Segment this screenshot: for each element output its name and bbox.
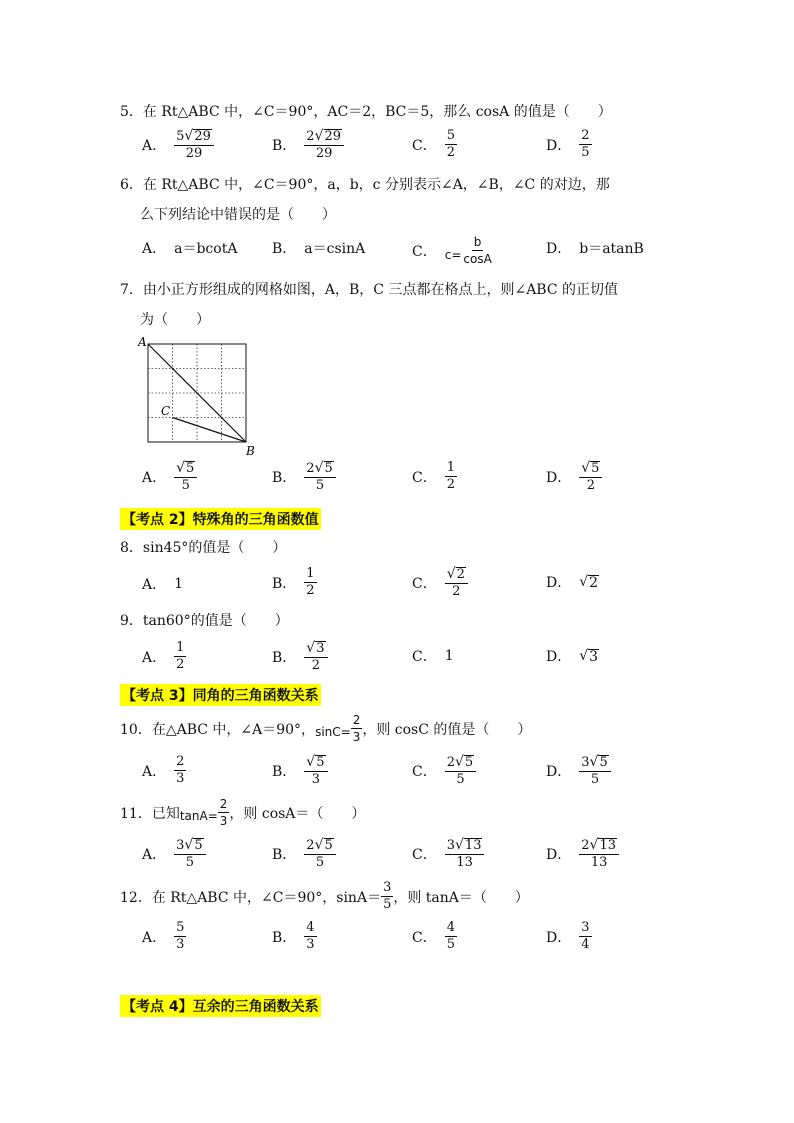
q7-option-d[interactable]: D． √ 5 2: [546, 460, 602, 494]
q5-option-d[interactable]: D． $\frac{2}{5}$: [546, 128, 590, 160]
q9-stem: 9．tan60°的值是（ ）: [120, 613, 289, 629]
q8-option-c[interactable]: C． √ 2 2: [412, 566, 468, 600]
q10-option-d[interactable]: D． 3 √ 5 5: [546, 754, 611, 788]
q8-option-b[interactable]: B． $\frac{1}{2}$: [272, 566, 315, 598]
q10-option-c[interactable]: C． 2 √ 5 5: [412, 754, 476, 788]
section-heading-3: 【考点 3】同角的三角函数关系: [120, 684, 321, 706]
q12-option-c[interactable]: C． $\frac{4}{5}$: [412, 920, 455, 952]
q5-option-b[interactable]: B． 2 √ 29 29: [272, 128, 344, 162]
point-label-a: A: [138, 335, 147, 349]
section-heading-4: 【考点 4】互余的三角函数关系: [120, 995, 321, 1017]
section-heading-2: 【考点 2】特殊角的三角函数值: [120, 508, 321, 530]
q11-stem: 11．已知 tanA= $\frac{2}{3}$ ，则 cosA＝（ ）: [120, 797, 366, 828]
q12-option-b[interactable]: B． $\frac{4}{3}$: [272, 920, 315, 952]
q10-option-a[interactable]: A． $\frac{2}{3}$: [142, 754, 185, 786]
q6-option-a[interactable]: A． a＝bcotA: [142, 241, 238, 257]
point-label-b: B: [246, 444, 255, 458]
q7-stem-line2: 为（ ）: [140, 312, 210, 328]
q6-option-b[interactable]: B． a＝csinA: [272, 241, 366, 257]
q8-stem: 8．sin45°的值是（ ）: [120, 540, 287, 556]
q11-option-c[interactable]: C． 3 √ 13 13: [412, 837, 484, 871]
q5-stem: 5．在 Rt△ABC 中，∠C＝90°，AC＝2，BC＝5，那么 cosA 的值是（ ）: [120, 104, 612, 120]
q9-option-c[interactable]: C． 1: [412, 648, 454, 665]
q9-option-d[interactable]: D． √ 3: [546, 648, 599, 665]
q11-option-a[interactable]: A． 3 √ 5 5: [142, 837, 206, 871]
q12-option-a[interactable]: A． $\frac{5}{3}$: [142, 920, 185, 952]
q5-option-c[interactable]: C． $\frac{5}{2}$: [412, 128, 455, 160]
q7-option-a[interactable]: A． √ 5 5: [142, 460, 197, 494]
q7-grid-figure: [136, 334, 256, 460]
q6-stem-line1: 6．在 Rt△ABC 中，∠C＝90°，a，b，c 分别表示∠A，∠B，∠C 的对边，那: [120, 177, 610, 193]
q10-option-b[interactable]: B． √ 5 3: [272, 754, 328, 788]
q12-option-d[interactable]: D． $\frac{3}{4}$: [546, 920, 590, 952]
q12-stem: 12．在 Rt△ABC 中，∠C＝90°，sinA＝ $\frac{3}{5}$ ，则 tanA＝（ ）: [120, 880, 529, 912]
q7-option-b[interactable]: B． 2 √ 5 5: [272, 460, 336, 494]
q6-option-d[interactable]: D． b＝atanB: [546, 241, 644, 257]
q8-option-a[interactable]: A． 1: [142, 576, 184, 593]
q7-option-c[interactable]: C． $\frac{1}{2}$: [412, 460, 455, 492]
q11-option-b[interactable]: B． 2 √ 5 5: [272, 837, 336, 871]
q11-option-d[interactable]: D． 2 √ 13 13: [546, 837, 619, 871]
segment-cb: [173, 418, 247, 443]
point-label-c: C: [161, 404, 171, 418]
q6-option-c[interactable]: C． c= $\frac{b}{\cos A}$: [412, 235, 492, 266]
q8-option-d[interactable]: D． √ 2: [546, 574, 599, 591]
q7-stem-line1: 7．由小正方形组成的网格如图，A，B，C 三点都在格点上，则∠ABC 的正切值: [120, 282, 619, 298]
q6-stem-line2: 么下列结论中错误的是（ ）: [140, 207, 336, 223]
q10-stem: 10．在△ABC 中，∠A＝90°， sinC= $\frac{2}{3}$ ，则 cosC 的值是（ ）: [120, 713, 532, 744]
q5-option-a[interactable]: A． 5 √ 29 29: [142, 128, 214, 162]
q9-option-b[interactable]: B． √ 3 2: [272, 640, 328, 674]
q9-option-a[interactable]: A． $\frac{1}{2}$: [142, 640, 185, 672]
